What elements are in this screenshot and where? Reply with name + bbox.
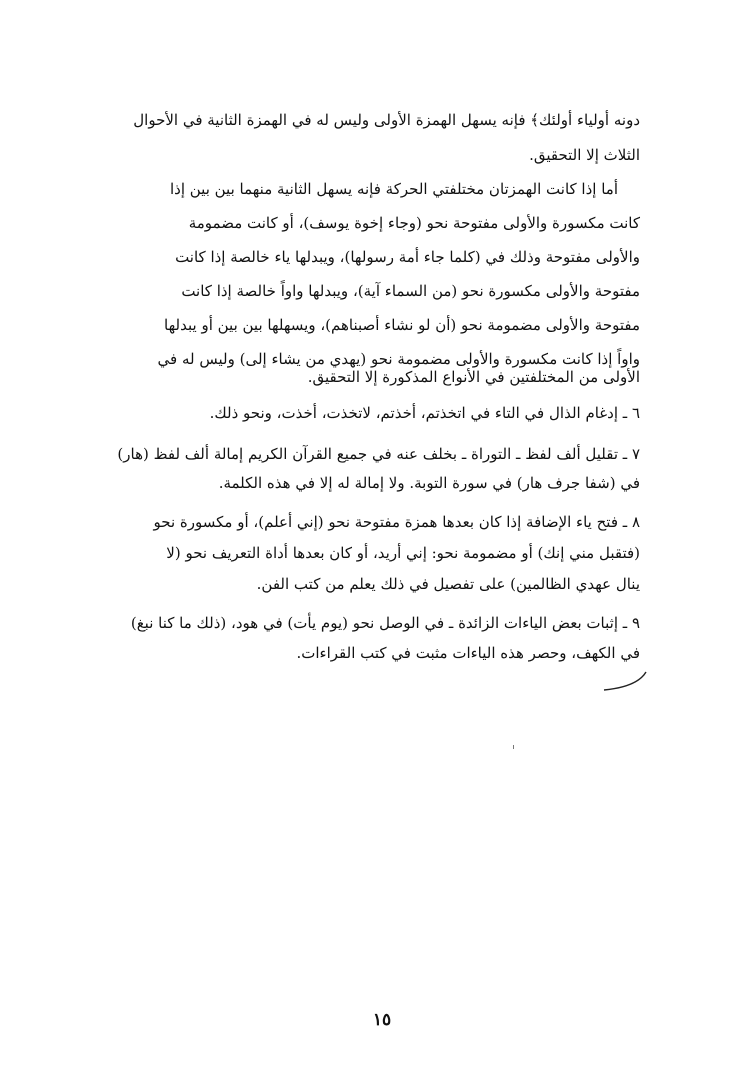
- list-item: ٨ ـ فتح ياء الإضافة إذا كان بعدها همزة مفتوحة نحو (إني أعلم)، أو مكسورة نحو: [153, 513, 640, 531]
- text-line: ينال عهدي الظالمين) على تفصيل في ذلك يعلم من كتب الفن.: [256, 575, 640, 593]
- list-item: ٧ ـ تقليل ألف لفظ ـ التوراة ـ بخلف عنه في جميع القرآن الكريم إمالة ألف لفظ (هار): [117, 445, 640, 463]
- text-line: كانت مكسورة والأولى مفتوحة نحو (وجاء إخوة يوسف)، أو كانت مضمومة: [188, 214, 640, 232]
- pen-stroke-mark: [600, 668, 650, 694]
- speck-mark: [513, 745, 514, 749]
- text-line: مفتوحة والأولى مضمومة نحو (أن لو نشاء أصبناهم)، ويسهلها بين بين أو يبدلها: [164, 316, 640, 334]
- text-line: (فتقبل مني إنك) أو مضمومة نحو: إني أريد، أو كان بعدها أداة التعريف نحو (لا: [166, 544, 640, 562]
- list-item: ٩ ـ إثبات بعض الياءات الزائدة ـ في الوصل نحو (يوم يأت) في هود، (ذلك ما كنا نبغ): [130, 614, 640, 632]
- text-line: أما إذا كانت الهمزتان مختلفتي الحركة فإنه يسهل الثانية منهما بين بين إذا: [169, 180, 618, 198]
- text-line: مفتوحة والأولى مكسورة نحو (من السماء آية)، ويبدلها واواً خالصة إذا كانت: [181, 282, 640, 300]
- list-item: ٦ ـ إدغام الذال في التاء في اتخذتم، أخذتم، لاتخذت، أخذت، ونحو ذلك.: [209, 404, 640, 422]
- text-line: دونه أولياء أولئك﴾ فإنه يسهل الهمزة الأولى وليس له في الهمزة الثانية في الأحوال: [133, 111, 640, 129]
- text-line: واواً إذا كانت مكسورة والأولى مضمومة نحو (يهدي من يشاء إلى) وليس له في: [157, 350, 640, 368]
- page-number: ١٥: [372, 1010, 392, 1030]
- text-line: في (شفا جرف هار) في سورة التوبة. ولا إمالة له إلا في هذه الكلمة.: [218, 474, 640, 492]
- text-line: في الكهف، وحصر هذه الياءات مثبت في كتب القراءات.: [296, 644, 640, 662]
- text-line: الثلاث إلا التحقيق.: [529, 146, 640, 164]
- text-line: الأولى من المختلفتين في الأنواع المذكورة إلا التحقيق.: [307, 368, 640, 386]
- text-line: والأولى مفتوحة وذلك في (كلما جاء أمة رسولها)، ويبدلها ياء خالصة إذا كانت: [175, 248, 640, 266]
